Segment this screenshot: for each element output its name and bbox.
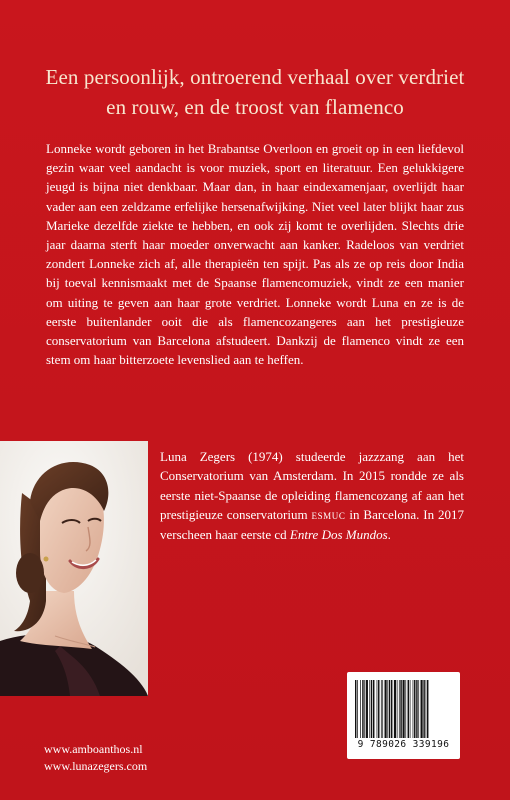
author-bio bbox=[160, 447, 464, 544]
bio-text-2: in Barcelona. In 2017 verscheen haar eerste cd bbox=[160, 507, 464, 542]
barcode-bars bbox=[355, 680, 452, 738]
barcode-bar bbox=[421, 680, 423, 738]
barcode-bar bbox=[355, 680, 356, 738]
barcode-bar bbox=[399, 680, 400, 738]
barcode-bar bbox=[377, 680, 378, 738]
barcode-bar bbox=[360, 680, 361, 738]
barcode-bar bbox=[366, 680, 368, 738]
link-amboanthos[interactable]: www.amboanthos.nl bbox=[44, 742, 143, 756]
bio-album-title: Entre Dos Mundos bbox=[289, 526, 388, 542]
barcode-bar bbox=[405, 680, 406, 738]
barcode-bar bbox=[389, 680, 390, 738]
barcode-bar bbox=[418, 680, 419, 738]
barcode-bar bbox=[423, 680, 424, 738]
isbn-barcode bbox=[347, 672, 460, 759]
barcode-bar bbox=[378, 680, 379, 738]
tagline: Een persoonlijk, ontroerend verhaal over verdriet en rouw, en de troost van flamenco bbox=[45, 65, 465, 119]
bio-text-3: . bbox=[387, 526, 391, 542]
barcode-bar bbox=[413, 680, 414, 738]
barcode-bar bbox=[387, 680, 388, 738]
barcode-bar bbox=[391, 680, 392, 738]
author-photo bbox=[0, 441, 148, 696]
barcode-bar bbox=[357, 680, 358, 738]
barcode-bar bbox=[371, 680, 372, 738]
barcode-bar bbox=[416, 680, 417, 738]
website-links bbox=[44, 741, 147, 775]
barcode-bar bbox=[362, 680, 363, 738]
barcode-bar bbox=[427, 680, 428, 738]
barcode-bar bbox=[382, 680, 383, 738]
barcode-bar bbox=[373, 680, 374, 738]
barcode-bar bbox=[426, 680, 427, 738]
bio-school: esmuc bbox=[311, 507, 346, 523]
barcode-number: 9 789026 339196 bbox=[357, 739, 450, 750]
barcode-bar bbox=[369, 680, 370, 738]
barcode-bar bbox=[414, 680, 415, 738]
barcode-bar bbox=[385, 680, 387, 738]
barcode-bar bbox=[400, 680, 401, 738]
author-portrait-illustration bbox=[0, 441, 148, 696]
barcode-bar bbox=[364, 680, 365, 738]
bio-text-1: Luna Zegers (1974) studeerde jazzzang aan het Conservatorium van Amsterdam. In 2015 rondde ze als eerste niet-Spaanse de opleiding flamencozang af aan het prestigieuze conservatorium bbox=[160, 449, 464, 523]
link-lunazegers[interactable]: www.lunazegers.com bbox=[44, 759, 148, 773]
barcode-bar bbox=[397, 680, 398, 738]
synopsis-text: Lonneke wordt geboren in het Brabantse Overloon en groeit op in een liefdevol gezin waar veel aandacht is voor muziek, sport en literatuur. Een gelukkigere jeugd is bijna niet denkbaar. Maar dan, in haar eindexamenjaar, overlijdt haar vader aan een zeldzame erfelijke hersenafwijking. Niet veel later blijkt haar zus Marieke dezelfde ziekte te hebben, en ook zij komt te overlijden. Slechts drie jaar daarna sterft haar moeder onverwacht aan kanker. Radeloos van verdriet zondert Lonneke zich af, alle therapieën ten spijt. Pas als ze op reis door India bij toeval kennismaakt met de Spaanse flamencomuziek, vindt ze een manier om uiting te geven aan haar grote verdriet. Lonneke wordt Luna en ze is de eerste buitenlander ooit die als flamencozangeres aan het prestigieuze conservatorium van Barcelona afstudeert. Dankzij de flamenco vindt ze een stem om haar bitterzoete levenslied aan te heffen. bbox=[46, 141, 464, 368]
barcode-bar bbox=[403, 680, 405, 738]
barcode-bar bbox=[381, 680, 382, 738]
barcode-bar bbox=[408, 680, 409, 738]
barcode-bar bbox=[394, 680, 396, 738]
barcode-bar bbox=[410, 680, 411, 738]
